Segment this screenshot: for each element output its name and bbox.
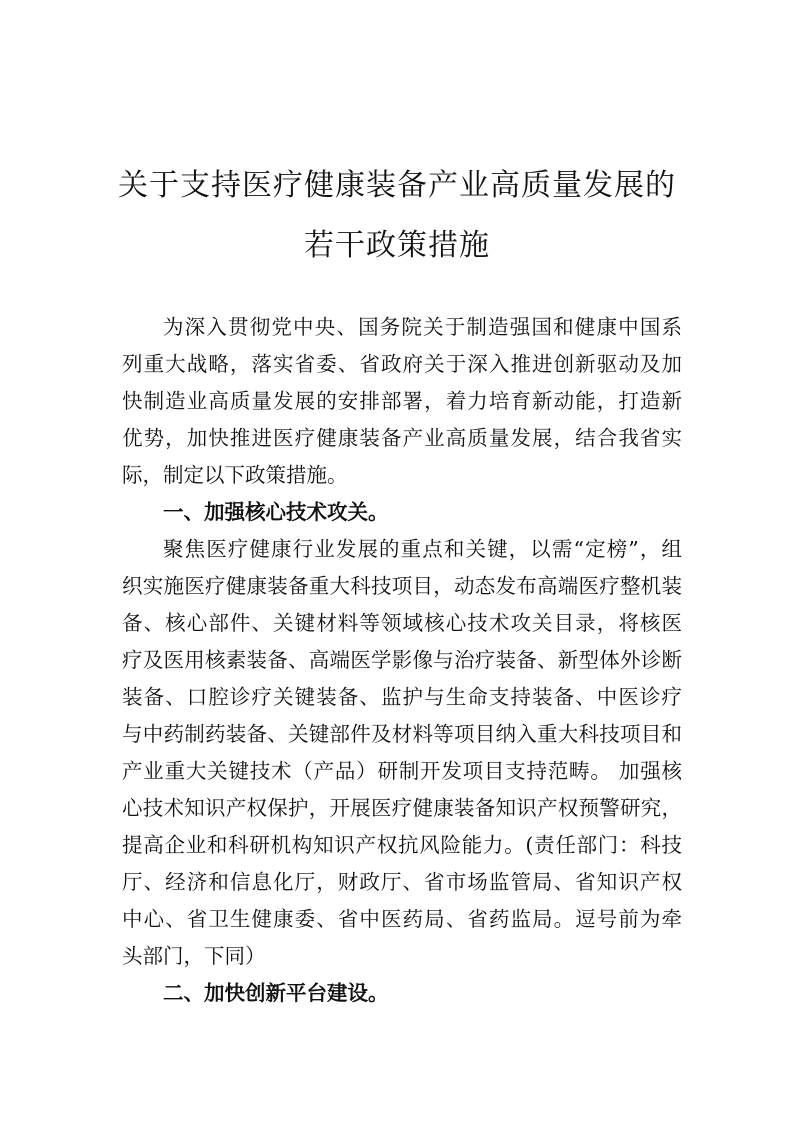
section-1-line-9: 提高企业和科研机构知识产权抗风险能力。(责任部门：科技 — [122, 833, 682, 857]
section-1-line-2: 织实施医疗健康装备重大科技项目，动态发布高端医疗整机装 — [122, 574, 682, 598]
intro-line-3: 快制造业高质量发展的安排部署，着力培育新动能，打造新 — [122, 389, 682, 413]
section-1-line-4: 疗及医用核素装备、高端医学影像与治疗装备、新型体外诊断 — [122, 648, 682, 672]
section-1-line-5: 装备、口腔诊疗关键装备、监护与生命支持装备、中医诊疗 — [122, 685, 682, 709]
document-title-line-1: 关于支持医疗健康装备产业高质量发展的 — [118, 168, 676, 203]
document-title-line-2: 若干政策措施 — [304, 228, 490, 263]
intro-line-5: 际，制定以下政策措施。 — [122, 463, 348, 487]
section-1-line-8: 心技术知识产权保护，开展医疗健康装备知识产权预警研究， — [122, 796, 682, 820]
section-1-heading: 一、加强核心技术攻关。 — [163, 500, 389, 524]
section-1-line-10: 厅、经济和信息化厅，财政厅、省市场监管局、省知识产权 — [122, 870, 682, 894]
intro-line-1: 为深入贯彻党中央、国务院关于制造强国和健康中国系 — [163, 315, 682, 339]
intro-line-2: 列重大战略，落实省委、省政府关于深入推进创新驱动及加 — [122, 352, 682, 376]
section-1-line-6: 与中药制药装备、关键部件及材料等项目纳入重大科技项目和 — [122, 722, 682, 746]
intro-line-4: 优势，加快推进医疗健康装备产业高质量发展，结合我省实 — [122, 426, 682, 450]
section-1-line-11: 中心、省卫生健康委、省中医药局、省药监局。逗号前为牵 — [122, 907, 682, 931]
section-1-line-1: 聚焦医疗健康行业发展的重点和关键，以需“定榜”，组 — [163, 537, 682, 561]
section-1-line-12: 头部门，下同） — [122, 944, 266, 968]
section-1-line-3: 备、核心部件、关键材料等领域核心技术攻关目录，将核医 — [122, 611, 682, 635]
section-2-heading: 二、加快创新平台建设。 — [163, 981, 389, 1005]
section-1-line-7: 产业重大关键技术（产品）研制开发项目支持范畴。 加强核 — [122, 759, 682, 783]
